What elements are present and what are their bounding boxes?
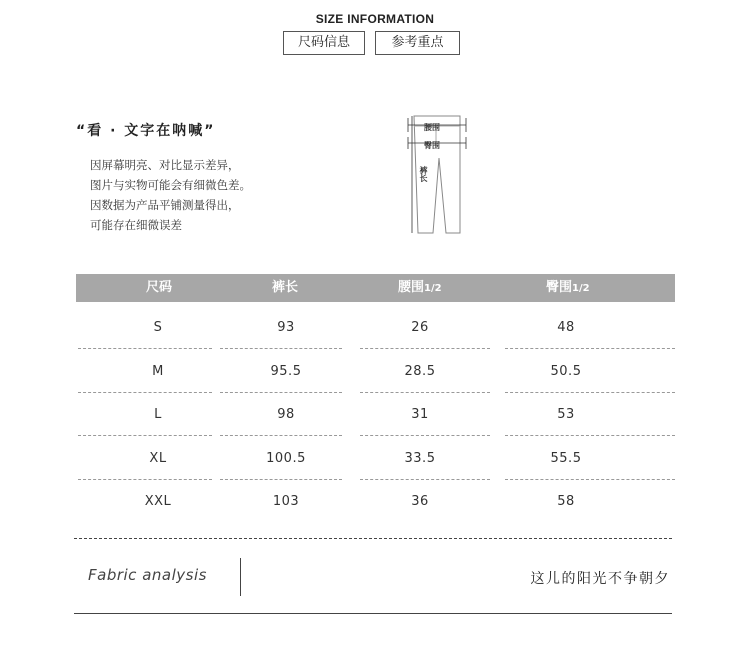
row-divider bbox=[78, 479, 212, 480]
column-header-length: 裤长 bbox=[272, 280, 299, 295]
table-cell: 48 bbox=[557, 320, 575, 335]
row-divider bbox=[505, 435, 675, 436]
table-cell: 50.5 bbox=[550, 363, 582, 379]
table-cell: 31 bbox=[411, 407, 429, 422]
table-cell: 103 bbox=[272, 494, 300, 509]
tab-size-info[interactable]: 尺码信息 bbox=[283, 31, 365, 55]
hip-label: 臀围 bbox=[424, 141, 440, 150]
table-cell: 95.5 bbox=[270, 363, 302, 379]
table-cell: 26 bbox=[411, 320, 429, 335]
footer-slogan: 这儿的阳光不争朝夕 bbox=[530, 571, 670, 587]
bottom-divider bbox=[74, 613, 672, 614]
table-cell: 36 bbox=[411, 494, 429, 509]
column-header-waist: 腰围1/2 bbox=[398, 280, 442, 295]
row-divider bbox=[505, 479, 675, 480]
row-divider bbox=[360, 479, 490, 480]
row-divider bbox=[505, 348, 675, 349]
row-divider bbox=[220, 479, 342, 480]
notice-line: 因屏幕明亮、对比显示差异， bbox=[90, 158, 240, 172]
table-cell: 93 bbox=[277, 320, 295, 335]
table-cell: 98 bbox=[277, 407, 295, 422]
row-divider bbox=[220, 392, 342, 393]
section-divider bbox=[74, 538, 672, 539]
table-cell: XL bbox=[149, 450, 167, 466]
tab-reference-notes[interactable]: 参考重点 bbox=[375, 31, 460, 55]
row-divider bbox=[78, 435, 212, 436]
table-cell: 55.5 bbox=[550, 450, 582, 466]
row-divider bbox=[78, 348, 212, 349]
table-cell: M bbox=[152, 363, 164, 379]
row-divider bbox=[220, 348, 342, 349]
pants-diagram bbox=[400, 108, 470, 243]
length-label: 裤长 bbox=[419, 166, 428, 182]
table-cell: L bbox=[154, 407, 162, 422]
footer-separator bbox=[240, 558, 241, 596]
column-header-size: 尺码 bbox=[146, 280, 173, 295]
row-divider bbox=[360, 348, 490, 349]
row-divider bbox=[505, 392, 675, 393]
column-header-hip: 臀围1/2 bbox=[546, 280, 590, 295]
table-cell: 33.5 bbox=[404, 450, 436, 466]
notice-line: 因数据为产品平铺测量得出， bbox=[90, 198, 240, 212]
row-divider bbox=[360, 392, 490, 393]
waist-label: 腰围 bbox=[424, 123, 440, 132]
row-divider bbox=[360, 435, 490, 436]
table-cell: 58 bbox=[557, 494, 575, 509]
table-cell: XXL bbox=[144, 494, 172, 509]
notice-line: 图片与实物可能会有细微色差。 bbox=[90, 178, 251, 192]
size-table-header bbox=[76, 274, 675, 302]
table-cell: S bbox=[153, 320, 163, 335]
size-information-title: SIZE INFORMATION bbox=[315, 12, 435, 26]
table-cell: 28.5 bbox=[404, 363, 436, 379]
notice-title: “看 · 文字在呐喊” bbox=[76, 123, 216, 139]
row-divider bbox=[78, 392, 212, 393]
notice-text bbox=[90, 155, 251, 235]
notice-line: 可能存在细微误差 bbox=[90, 218, 182, 232]
fabric-analysis-label: Fabric analysis bbox=[88, 566, 207, 584]
table-cell: 100.5 bbox=[266, 450, 306, 466]
table-cell: 53 bbox=[557, 407, 575, 422]
row-divider bbox=[220, 435, 342, 436]
